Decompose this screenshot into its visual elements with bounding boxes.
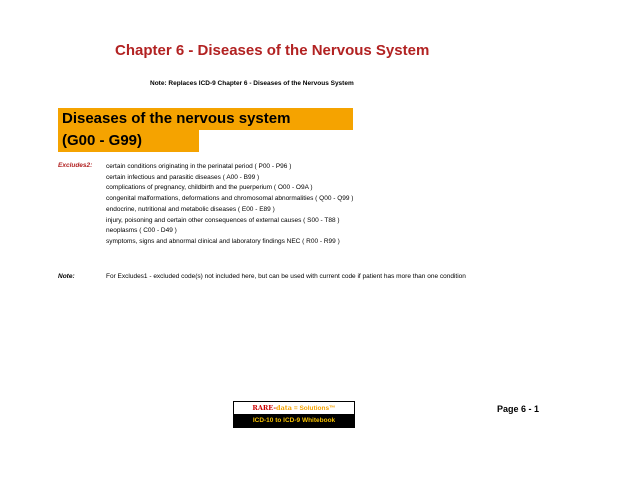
logo-data: data — [276, 404, 293, 412]
excludes-item: certain conditions originating in the perinatal period ( P00 - P96 ) — [106, 163, 292, 170]
excludes-list — [106, 162, 353, 248]
page-number: Page 6 - 1 — [497, 404, 540, 414]
rare-data-logo — [233, 401, 355, 428]
note-label: Note: — [58, 273, 75, 280]
note-text: For Excludes1 - excluded code(s) not included here, but can be used with current code if patient has more than one condition — [106, 273, 466, 280]
excludes-label: Excludes2: — [58, 162, 93, 169]
section-title-line-1: Diseases of the nervous system — [58, 108, 353, 130]
excludes-item: certain infectious and parasitic diseases ( A00 - B99 ) — [106, 173, 260, 181]
excludes-item: complications of pregnancy, childbirth and the puerperium ( O00 - O9A ) — [106, 184, 313, 192]
chapter-title: Chapter 6 - Diseases of the Nervous System — [115, 42, 430, 59]
section-title-line-2: (G00 - G99) — [58, 130, 199, 152]
logo-solutions: = Solutions™ — [293, 405, 336, 412]
excludes-item: neoplasms ( C00 - D49 ) — [106, 227, 177, 235]
replaces-note: Note: Replaces ICD-9 Chapter 6 - Diseases of the Nervous System — [150, 80, 354, 87]
excludes-item: endocrine, nutritional and metabolic diseases ( E00 - E89 ) — [106, 205, 275, 213]
excludes-item: congenital malformations, deformations and chromosomal abnormalities ( Q00 - Q99 ) — [106, 195, 354, 203]
excludes-item: injury, poisoning and certain other consequences of external causes ( S00 - T88 ) — [106, 216, 340, 224]
logo-rare: RARE- — [252, 404, 277, 412]
logo-brand — [234, 402, 354, 414]
excludes-item: symptoms, signs and abnormal clinical and laboratory findings NEC ( R00 - R99 ) — [106, 237, 340, 245]
logo-subtitle: ICD-10 to ICD-9 Whitebook — [234, 414, 354, 427]
